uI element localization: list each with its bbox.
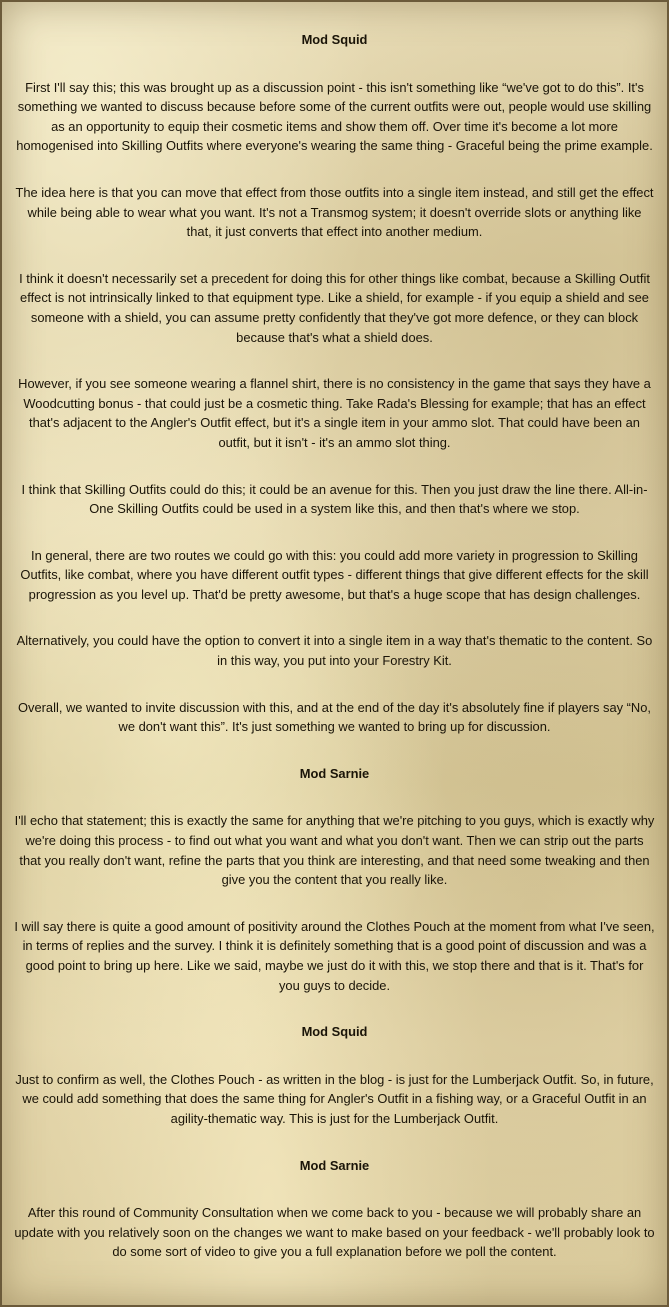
- paragraph: I'll echo that statement; this is exactly the same for anything that we're pitching to you guys, which is exactly why we're doing this process - to find out what you want and what you don't want. Then we can strip out the parts that you really don't want, refine the parts that you think are interesting, and that need some tweaking and then give you the content that you really like.: [14, 813, 655, 888]
- paragraph: Alternatively, you could have the option to convert it into a single item in a way that's thematic to the content. So in this way, you put into your Forestry Kit.: [16, 633, 653, 669]
- paragraph: The idea here is that you can move that effect from those outfits into a single item instead, and still get the effect while being able to wear what you want. It's not a Transmog system; it doesn't override slots or anything like that, it just converts that effect into another medium.: [15, 184, 654, 240]
- paragraph: First I'll say this; this was brought up as a discussion point - this isn't something like “we've got to do this”. It's something we wanted to discuss because before some of the current outfits were out, people would use skilling as an opportunity to equip their cosmetic items and show them off. Over time it's become a lot more homogenised into Skilling Outfits where everyone's wearing the same thing - Graceful being the prime example.: [16, 79, 653, 154]
- transcript: [14, 30, 655, 1262]
- paragraph: After this round of Community Consultation when we come back to you - because we will probably share an update with you relatively soon on the changes we want to make based on your feedback - we'll probably look to do some sort of video to give you a full explanation before we poll the content.: [14, 1205, 655, 1260]
- speaker-name: Mod Sarnie: [299, 765, 370, 781]
- speaker-name: Mod Sarnie: [299, 1157, 370, 1173]
- speaker-name: Mod Squid: [301, 1024, 368, 1040]
- paragraph: I think that Skilling Outfits could do this; it could be an avenue for this. Then you just draw the line there. All-in-One Skilling Outfits could be used in a system like this, and then that's where we stop.: [21, 481, 648, 517]
- paragraph: However, if you see someone wearing a flannel shirt, there is no consistency in the game that says they have a Woodcutting bonus - that could just be a cosmetic thing. Take Rada's Blessing for example; that has an effect that's adjacent to the Angler's Outfit effect, but it's a single item in your ammo slot. That could have been an outfit, but it isn't - it's an ammo slot thing.: [18, 376, 651, 450]
- paragraph: Just to confirm as well, the Clothes Pouch - as written in the blog - is just for the Lumberjack Outfit. So, in future, we could add something that does the same thing for Angler's Outfit in a fishing way, or a Graceful Outfit in an agility-thematic way. This is just for the Lumberjack Outfit.: [15, 1071, 654, 1126]
- speaker-name: Mod Squid: [301, 32, 368, 47]
- paragraph: I will say there is quite a good amount of positivity around the Clothes Pouch at the moment from what I've seen, in terms of replies and the survey. I think it is definitely something that is a good point of discussion and was a good point to bring up here. Like we said, maybe we just do it with this, we stop there and that is it. That's for you guys to decide.: [14, 918, 655, 993]
- paragraph: In general, there are two routes we could go with this: you could add more variety in progression to Skilling Outfits, like combat, where you have different outfit types - different things that give different effects for the skill progression as you level up. That'd be pretty awesome, but that's a huge scope that has design challenges.: [20, 547, 649, 602]
- paragraph: I think it doesn't necessarily set a precedent for doing this for other things like combat, because a Skilling Outfit effect is not intrinsically linked to that equipment type. Like a shield, for example - if you equip a shield and see someone with a shield, you can assume pretty confidently that they've got more defence, or they can block because that's what a shield does.: [19, 270, 650, 345]
- paragraph: Overall, we wanted to invite discussion with this, and at the end of the day it's absolutely fine if players say “No, we don't want this”. It's just something we wanted to bring up for discussion.: [18, 699, 651, 735]
